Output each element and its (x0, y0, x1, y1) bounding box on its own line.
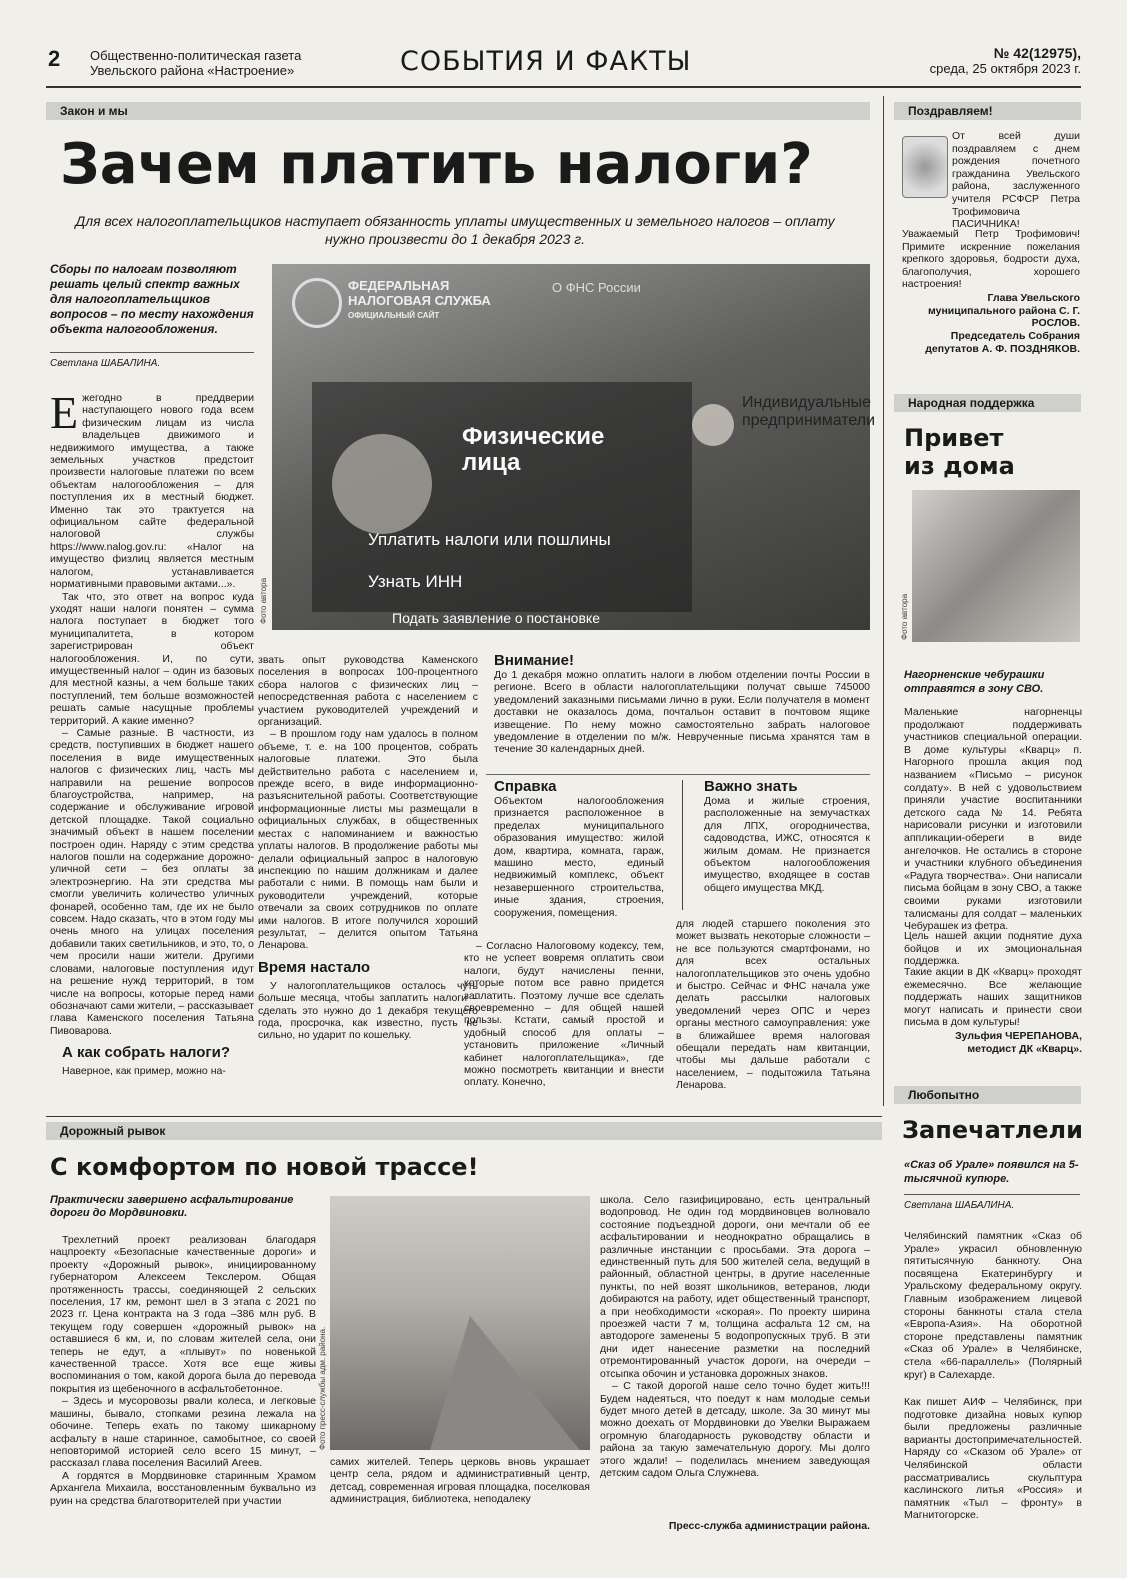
rubric-tag: Закон и мы (46, 102, 870, 120)
greeting-text: От всей души поздравляем с днем рождения почетного гражданина Увельского района, заслуженного учителя РСФСР Петра Трофимовича ПАСИЧНИКА! (952, 130, 1080, 231)
know-title: Важно знать (704, 778, 798, 795)
section-title: СОБЫТИЯ И ФАКТЫ (400, 46, 692, 77)
support-photo (912, 490, 1080, 642)
subheading-collect: А как собрать налоги? (62, 1044, 231, 1062)
greeting-sign-1: Глава Увельского муниципального района С. Г. РОСЛОВ. (928, 292, 1080, 330)
support-text: Маленькие нагорненцы продолжают поддерживать участников специальной операции. В доме культуры «Кварц» п. Нагорного прошла акция под названием «Письмо – рисунок солдату». В ней с удовольствием приняли участие воспитанники детского сада № 14. Ребята нарисовали рисунки и изготовили аппликации-обереги в виде ангелочков. Не остались в стороне и участники клубного объединения «Радуга творчества». Они написали письма бойцам в зону СВО, а также своими руками изготовили талисманы для солдат – маленьких Чебурашек из фетра. (904, 706, 1082, 933)
box-separator (682, 780, 683, 910)
article-photo (272, 264, 876, 630)
photo-ip-text: Индивидуальные предприниматели (742, 394, 876, 429)
greeting-sign-2: Председатель Собрания депутатов А. Ф. ПОЗДНЯКОВ. (925, 330, 1080, 355)
coat-of-arms-icon (902, 136, 948, 198)
support-sign: Зульфия ЧЕРЕПАНОВА, методист ДК «Кварц». (955, 1030, 1082, 1055)
publication-name (90, 48, 301, 78)
know-box (704, 778, 870, 915)
fns-logo-text: ФЕДЕРАЛЬНАЯ НАЛОГОВАЯ СЛУЖБА ОФИЦИАЛЬНЫЙ САЙТ (348, 278, 491, 320)
photo-people (332, 434, 432, 534)
article-column-2: звать опыт руководства Каменского поселения в вопросах 100-процентного сбора налогов с физических лиц – непосредственная работа с населением с участием руководителей учреждений и организаций. – В прошлом году нам удалось в полном объеме, т. е. на 100 процентов, собрать налоговые платежи. Это была действительно работа с населением и, прежде всего, в виде информационно-разъяснительной работы. Соответствующие информационные листы мы размещали в официальных службах, в общественных местах с напоминанием и важностью уплаты налогов. В продолжение работы мы делали официальный запрос в налоговую инспекцию по нашим должникам и далее работали с ними. В помощь нам были и руководители учреждений, которые отвечали за своих сотрудников по оплате ими налогов. В итоге получился хороший результат, – делится опытом Татьяна Ленарова. Время настало У налогоплательщиков осталось чуть больше месяца, чтобы заплатить налоги – сделать это нужно до 1 декабря текущего года, просрочка, как известно, пусть не сильно, но ударит по кошельку. (258, 654, 478, 1042)
attention-text: До 1 декабря можно оплатить налоги в любом отделении почты России в регионе. Всего в области налогоплательщики получат свыше 745000 уведомлений заказными письмами лично в руки. Если получателя в момент доставки не оказалось дома, почтальон оставит в почтовом ящике извещение. По нему можно самостоятельно забрать налоговое уведомление в отделении по м/ж. Неврученные письма хранятся там в течение 30 календарных дней. (494, 669, 870, 756)
right-column-divider (883, 96, 884, 1106)
info-title: Справка (494, 778, 557, 795)
support-title: Привет из дома (904, 424, 1015, 480)
attention-box (494, 652, 870, 772)
info-box (494, 778, 664, 925)
curious-text: Челябинский памятник «Сказ об Урале» украсил обновленную пятитысячную банкноту. Она посвящена Екатеринбургу и Уральскому федеральному округу. Главным изображением лицевой стороны банкноты стала стела «Европа-Азия». На оборотной стороне представлены памятник «Сказ об Урале» в Челябинске, стела «66-параллель» (Полярный круг) в Салехарде. (904, 1230, 1082, 1381)
issue-date: среда, 25 октября 2023 г. (929, 61, 1081, 76)
road-intro: Практически завершено асфальтирование дороги до Мордвиновки. (50, 1194, 294, 1219)
photo-pay-text: Уплатить налоги или пошлины (368, 530, 611, 549)
road-sign: Пресс-служба администрации района. (668, 1520, 870, 1532)
curious-byline: Светлана ШАБАЛИНА. (904, 1200, 1015, 1211)
issue-info (930, 46, 1081, 76)
curious-caption: «Сказ об Урале» появился на 5-тысячной купюре. (904, 1159, 1079, 1185)
greeting-rubric: Поздравляем! (894, 102, 1081, 120)
photo-man (692, 404, 734, 446)
curious-text-2: Как пишет АИФ – Челябинск, при подготовке дизайна новых купюр были предложены различные варианты достопримечательностей. Наряду со «Сказом об Урале» от Челябинской области рассматривались скульптура каслинского литья «Россия» и памятник «Тыл – фронту» в Магнитогорске. (904, 1396, 1082, 1522)
road-title: С комфортом по новой трассе! (50, 1153, 479, 1181)
road-photo-credit: Фото пресс-службы адм. района. (318, 1326, 327, 1450)
photo-credit: Фото автора (259, 577, 268, 624)
road-column-1: Трехлетний проект реализован благодаря нацпроекту «Безопасные качественные дороги» и проекту «Дорожный рывок», инициированному губернатором Алексеем Текслером. Общая протяженность трассы, соединяющей 2 сельских поселения, 17 км, ремонт шел в 3 этапа с 2021 по 2023 гг. Цена контракта на 3 года –386 млн руб. В текущем году совершен «дорожный рывок» на оставшиеся 6 км, и, по словам жителей села, они теперь не едут, а «плывут» по новенькой качественной трассе. Хотя все еще живы воспоминания о том, какой дорога была до перевода покрытия из щебеночного в асфальтобетонное. – Здесь и мусоровозы рвали колеса, и легковые машины, бывало, стопками резина лежала на обочине. Теперь ехать по такому шикарному асфальту в наше старинное, самобытное, со своей неповторимой историей село всего 15 минут, – рассказал глава поселения Василий Агеев. А гордятся в Мордвиновке старинным Храмом Архангела Михаила, восстановленным буквально из руин на средства благотворителей при участии (50, 1234, 316, 1507)
publication-line-1: Общественно-политическая газета (90, 48, 302, 63)
photo-phys-text: Физические лица (462, 423, 605, 476)
box-divider (486, 774, 870, 775)
support-text-2: Цель нашей акции поднятие духа бойцов и их эмоциональная поддержка. (904, 930, 1082, 968)
byline: Светлана ШАБАЛИНА. (50, 358, 161, 369)
subheading-time: Время настало (258, 958, 371, 976)
support-photo-credit: Фото автора (900, 593, 909, 640)
attention-title: Внимание! (494, 652, 574, 669)
fns-russia-link: О ФНС России (552, 280, 641, 295)
publication-line-2: Увельского района «Настроение» (90, 63, 295, 78)
know-text: Дома и жилые строения, расположенные на земучастках для ЛПХ, огородничества, садоводства, ИЖС, относятся к жилым домам. Не признается объектом налогообложения имущество, входящее в состав общего имущества МКД. (704, 795, 870, 894)
issue-number: № 42(12975), (993, 45, 1081, 61)
article-title: Зачем платить налоги? (60, 132, 813, 197)
road-photo (330, 1196, 590, 1450)
support-caption: Нагорненские чебурашки отправятся в зону СВО. (904, 669, 1045, 695)
drop-cap: Е (50, 387, 79, 438)
photo-inn-text: Узнать ИНН (368, 572, 463, 591)
page-number: 2 (48, 46, 61, 71)
curious-rubric: Любопытно (894, 1086, 1081, 1104)
road-surface (430, 1316, 580, 1450)
fns-emblem-icon (292, 278, 342, 328)
curious-divider (904, 1194, 1080, 1195)
intro-divider (50, 352, 254, 353)
info-text: Объектом налогообложения признается расположенное в пределах муниципального образования имущество: жилой дом, квартира, комната, гараж, машино место, единый недвижимый комплекс, объект незавершенного строительства, иные здания, строения, сооружения, помещения. (494, 795, 664, 919)
article-column-3: – Согласно Налоговому кодексу, тем, кто не успеет вовремя оплатить свои налоги, будут начислены пенни, которые потом все равно придется заплатить. Поэтому лучше все сделать своевременно – для общей нашей пользы. Кстати, самый простой и удобный способ для оплаты – установить приложение «Личный кабинет налогоплательщика», где можно посмотреть квитанции и внести оплату. Конечно, (464, 940, 664, 1089)
support-text-3: Такие акции в ДК «Кварц» проходят ежемесячно. Все желающие поддержать наших защитников могут написать и принести свои письма в дом культуры! (904, 966, 1082, 1029)
article-column-4: для людей старшего поколения это может вызвать некоторые сложности – не все пользуются смартфонами, но для всех остальных налогоплательщиков это очень удобно и быстро. Сейчас и ФНС начала уже делать рассылки налоговых уведомлений через ОПС и через органы местного самоуправления: уже в ближайшее время налоговая обещали передать нам квитанции, чтобы мы дальше работали с населением, – подытожила Татьяна Ленарова. (676, 918, 870, 1092)
greeting-wishes: Уважаемый Петр Трофимович! Примите искренние пожелания крепкого здоровья, бодрости духа, благополучия, хорошего настроения! (902, 228, 1080, 291)
support-rubric: Народная поддержка (894, 394, 1081, 412)
road-column-3: школа. Село газифицировано, есть центральный водопровод. Не один год мордвиновцев волновало состояние подъездной дороги, они мечтали об ее асфальтировании и неоднократно обращались в различные инстанции с просьбами. Эта дорога – единственный путь для 500 жителей села, ведущий в районный, областной центры, в другие населенные пункты, по ней возят школьников, ветеранов, люди добираются на работу, идет общественный транспорт, а при необходимости «скорая». По проекту ширина проезжей части 7 м, толщина асфальта 12 см, на автодороге заменены 5 водопропускных труб. В эти дни идет нанесение разметки на последний отремонтированный участок дороги, на очереди – отсыпка обочин и установка дорожных знаков. – С такой дорогой наше село точно будет жить!!! Будем надеяться, что поедут к нам молодые семьи будет много детей в детсаду, школе. За 30 минут мы можно доехать от Мордвиновки до Увелки Выражаем огромную благодарность руководству области и района за такую замечательную дорогу. Мы долго этого ждали! – поделилась мнением заведующая детским садом Ольга Служнева. (600, 1194, 870, 1479)
road-rubric: Дорожный рывок (46, 1122, 882, 1140)
curious-title: Запечатлели (902, 1116, 1083, 1144)
road-column-2: самих жителей. Теперь церковь вновь украшает центр села, рядом и административный центр, детсад, современная игровая площадка, поселковая администрация, библиотека, неподалеку (330, 1456, 590, 1506)
header-rule (46, 86, 1081, 88)
article-lede: Для всех налогоплательщиков наступает обязанность уплаты имущественных и земельного налогов – оплату нужно произвести до 1 декабря 2023 г. (75, 213, 835, 247)
article-column-1: Ежегодно в преддверии наступающего нового года всем физическим лицам из числа владельцев движимого и недвижимого имущества, а также земельных участков предстоит произвести налоговые платежи по всем объектам налогообложения – для поступления их в местный бюджет. Именно так это трактуется на официальном сайте федеральной налоговой службы https://www.nalog.gov.ru: «Налог на имущество физлиц является местным налогом, устанавливается нормативными правовыми актами...». Так что, это ответ на вопрос куда уходят наши налоги понятен – сумма налога поступает в бюджет того муниципалитета, в котором зарегистрирован объект налогообложения. И, по сути, имущественный налог – один из базовых для местной казны, а чем больше таких поступлений, тем больше возможностей решать самые насущные проблемы территорий. А какие именно? – Самые разные. В частности, из средств, поступивших в бюджет нашего поселения в виде имущественных налогов с физических лиц, часть мы направили на решение вопросов благоустройства, например, на содержание и обслуживание игровой детской площадке. Такой социально значимый объект в нашем поселении построен один. Наряду с этим средства налогов пошли на содержание дорожно-уличной сети – без оплаты за электроэнергию. На эти средства мы смогли увеличить количество уличных фонарей, особенно там, где их не было совсем. Надо сказать, что в этом году мы очень много на улицах поселения добавили таких светильников, и это, то, о чем просили наши жители. Другими словами, налоговые поступления идут на решение нужд территорий, в том числе на вопросы, которые перед нами обозначают сами жители, – рассказывает глава Каменского поселения Татьяна Пивоварова. А как собрать налоги? Наверное, как пример, можно на- (50, 387, 254, 1078)
article-intro: Сборы по налогам позволяют решать целый спектр важных для налогоплательщиков вопросов – по месту нахождения объекта налогообложения. (50, 262, 254, 336)
section-rule (46, 1116, 882, 1117)
photo-apply-text: Подать заявление о постановке (392, 610, 600, 626)
